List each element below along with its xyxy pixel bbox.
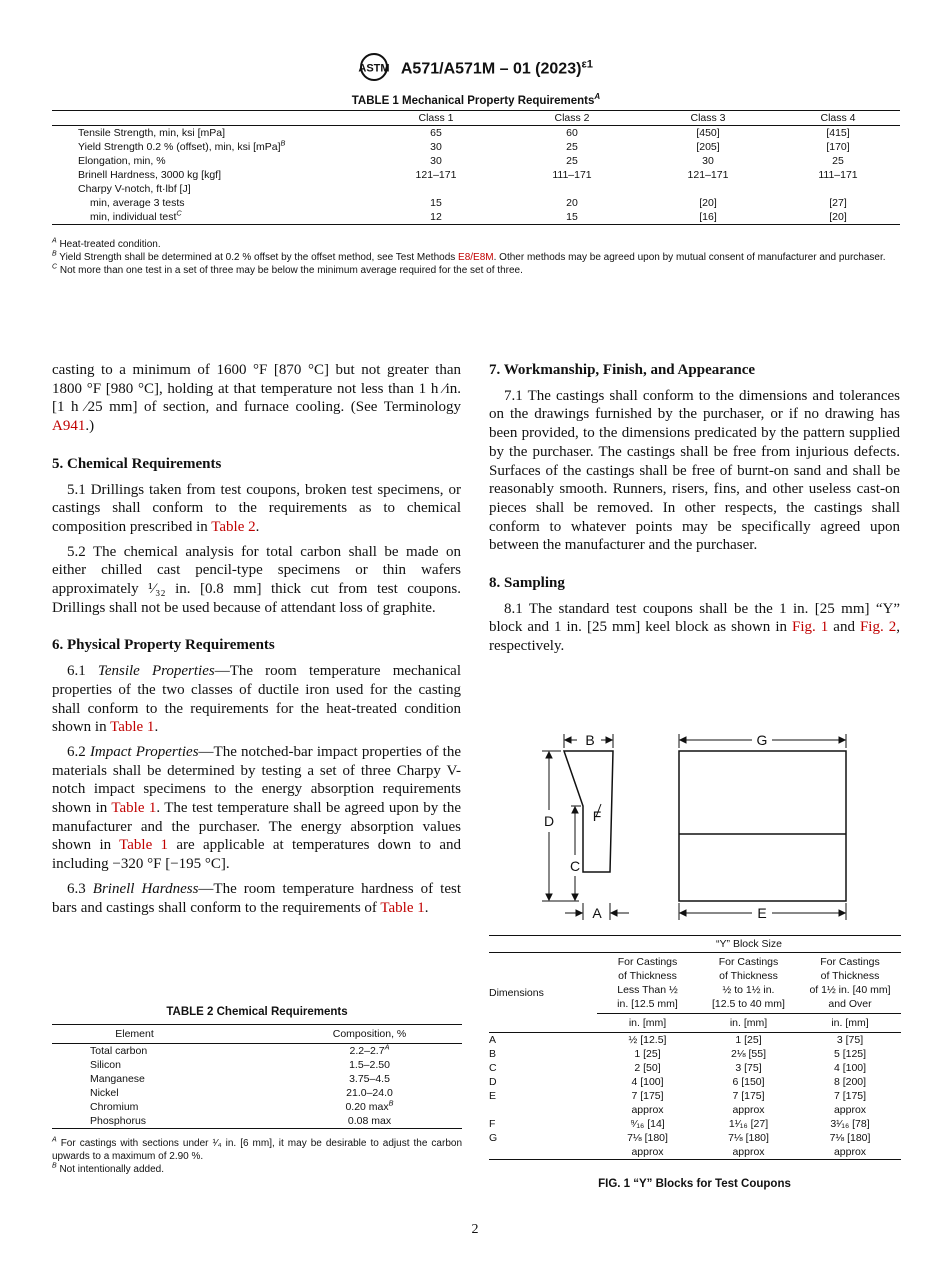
paragraph-6-2: 6.2 Impact Properties—The notched-bar impact properties of the materials shall be determined by testing a set of three Charpy V-notch impact specimens to the energy absorption requirements shown in Table 1. The test temperature shall be agreed upon by the manufacturer and the purchaser. The energy absorption values shown in Table 1 are applicable at temperatures down to and including −320 °F [−195 °C].: [52, 743, 462, 873]
y-block-row: [489, 1145, 901, 1160]
table2-row: [52, 1100, 462, 1114]
paragraph-5-2: 5.2 The chemical analysis for total carbon shall be made on either chilled cast pencil-type specimens or thin wafers approximately ¹⁄₃₂ in. [0.8 mm] thick cut from test coupons. Drillings shall not be used because of attendant loss of graphite.: [52, 543, 461, 616]
table1-cell: [205]: [696, 141, 720, 153]
table1-row: [52, 210, 900, 225]
designation-superscript: ε1: [581, 58, 593, 71]
y-block-cell: 3 [75]: [735, 1062, 762, 1074]
table2-col-composition: Composition, %: [217, 1025, 462, 1044]
table1-cell: [640, 182, 776, 196]
table1-cell: 25: [566, 155, 578, 167]
y-block-caption-row: [489, 936, 901, 953]
table2-element: Total carbon: [90, 1045, 148, 1057]
page-number: 2: [471, 1222, 479, 1237]
table1-footnote-c: $^C$ Not more than one test in a set of three may be below the minimum average required for the set of three.: [52, 263, 523, 276]
table1-footnotes: [52, 238, 900, 277]
y-block-cell: 3¹⁄₁₆ [78]: [830, 1118, 870, 1130]
y-block-row: [489, 1117, 901, 1131]
dim-label-f: F: [592, 808, 602, 824]
y-block-cell: 2⅛ [55]: [730, 1048, 767, 1060]
table2-row: [52, 1114, 462, 1129]
paragraph-6-1: 6.1 Tensile Properties—The room temperature mechanical properties of the two classes of ductile iron used for the casting shall conform to the requirements for the heat-treated condition shown in Table 1.: [52, 663, 461, 736]
paragraph-annealing-continued: casting to a minimum of 1600 °F [870 °C] but not greater than 1800 °F [980 °C], holding at that temperature not less than 1 h ⁄in. [1 h ⁄25 mm] of section, and furnace cooling. (See Terminology A941.): [52, 362, 461, 435]
section-7-heading: 7. Workmanship, Finish, and Appearance: [489, 362, 756, 378]
table1-cell: 60: [566, 127, 578, 139]
table1-cell: [415]: [826, 127, 850, 139]
table2-composition: 0.08 max: [217, 1114, 462, 1129]
y-block-cell: approx: [698, 1145, 799, 1160]
table2-composition: $2.2-2.7^A$: [349, 1042, 390, 1057]
y-block-dimension: D: [489, 1076, 497, 1088]
y-block-cell: 7 [175]: [732, 1090, 765, 1102]
link-fig1[interactable]: Fig. 1: [792, 619, 829, 636]
table1-cell: 20: [566, 197, 578, 209]
y-block-cell: approx: [631, 1104, 664, 1116]
document-designation: A571/A571M – 01 (2023): [400, 60, 582, 78]
table1-col-class3: Class 3: [640, 111, 776, 126]
table2-footnote-b: $^B$ Not intentionally added.: [52, 1162, 164, 1175]
table1-cell: 30: [430, 141, 442, 153]
unit-label: in. [mm]: [698, 1014, 799, 1033]
y-block-cell: ⁹⁄₁₆ [14]: [630, 1118, 665, 1130]
table1-footnote-b: $^B$ Yield Strength shall be determined at 0.2 % offset by the offset method, see Test Methods E8/E8M. Other methods may be agreed upon by mutual consent of manufacturer and purchaser.: [52, 250, 886, 263]
col-header-thin: For Castings of Thickness Less Than ½ in. [12.5 mm]: [617, 956, 678, 1010]
y-block-dimension: G: [489, 1132, 498, 1144]
y-block-cell: 6 [150]: [732, 1076, 765, 1088]
y-block-cell: 1¹⁄₁₆ [27]: [728, 1118, 769, 1130]
y-block-size-caption: “Y” Block Size: [597, 936, 901, 953]
table1-row-label: min, individual test$^C$: [52, 210, 368, 225]
y-block-cell: approx: [799, 1145, 901, 1160]
table2-col-element: Element: [52, 1025, 217, 1044]
table1-cell: 30: [430, 155, 442, 167]
y-block-cell: 2 [50]: [634, 1062, 661, 1074]
table2-element: Chromium: [90, 1101, 139, 1113]
y-block-cell: 4 [100]: [631, 1076, 664, 1088]
table2-element: Manganese: [90, 1073, 145, 1085]
table1-cell: [27]: [829, 197, 847, 209]
y-block-cell: 7⅛ [180]: [829, 1132, 871, 1144]
table1-cell: 30: [702, 155, 714, 167]
dim-label-e: E: [757, 905, 767, 921]
table1-cell: 121–171: [415, 169, 457, 181]
dim-label-c: C: [569, 858, 581, 874]
table1-cell: [170]: [826, 141, 850, 153]
paragraph-5-1: 5.1 Drillings taken from test coupons, broken test specimens, or castings shall conform to the requirements as to chemical composition prescribed in Table 2.: [52, 481, 461, 535]
y-block-dimension: E: [489, 1090, 497, 1102]
table2-title: TABLE 2 Chemical Requirements: [166, 1006, 348, 1018]
y-block-dimension: [489, 1103, 597, 1117]
left-column: [52, 361, 461, 917]
table1-row-label: Tensile Strength, min, ksi [mPa]: [78, 127, 226, 139]
table2-footnotes: [52, 1137, 462, 1176]
dimensions-header: Dimensions: [489, 953, 597, 1033]
link-a941[interactable]: A941: [52, 418, 86, 435]
table1-row: [52, 140, 900, 154]
y-block-cell: 8 [200]: [833, 1076, 867, 1088]
table1-col-class4: Class 4: [776, 111, 900, 126]
section-6-heading: 6. Physical Property Requirements: [52, 637, 275, 654]
y-block-cell: 7⅛ [180]: [627, 1132, 668, 1144]
y-block-size-table: [489, 935, 901, 1160]
y-block-row: [489, 1061, 901, 1075]
y-block-cell: 1 [25]: [735, 1034, 762, 1046]
table1-cell: [20]: [776, 210, 900, 225]
y-block-row: [489, 1075, 901, 1089]
table2-composition: 3.75–4.5: [349, 1073, 390, 1085]
y-block-dimension: C: [489, 1062, 497, 1074]
y-block-dimension: B: [489, 1048, 497, 1060]
table1-col-class2: Class 2: [504, 111, 640, 126]
document-header: [0, 52, 950, 87]
y-block-header-row: [489, 953, 901, 1014]
table1: [52, 110, 900, 225]
table1-cell: 25: [832, 155, 844, 167]
y-block-cell: 7⅛ [180]: [728, 1132, 769, 1144]
link-table2[interactable]: Table 2: [211, 518, 256, 535]
table1-row-label: Charpy V-notch, ft·lbf [J]: [78, 183, 191, 195]
y-block-row: [489, 1131, 901, 1145]
paragraph-8-1: 8.1 The standard test coupons shall be the 1 in. [25 mm] “Y” block and 1 in. [25 mm] keel block as shown in Fig. 1 and Fig. 2, respectively.: [489, 600, 900, 655]
y-block-row: [489, 1089, 901, 1103]
link-table1[interactable]: Table 1: [380, 899, 425, 916]
table2-footnote-a: $^A$ For castings with sections under ¹⁄₄ in. [6 mm], it may be desirable to adjust the carbon upwards to a maximum of 2.90 %.: [52, 1136, 463, 1162]
table2-row: [52, 1086, 462, 1100]
table2-composition: 1.5–2.50: [349, 1059, 390, 1071]
unit-label: in. [mm]: [597, 1014, 698, 1033]
table1-row-label: Elongation, min, %: [78, 155, 166, 167]
link-table1[interactable]: Table 1: [110, 719, 155, 736]
table1-row: [52, 168, 900, 182]
table1-col-class1: Class 1: [368, 111, 504, 126]
table2-row: [52, 1044, 462, 1059]
dim-label-g: G: [756, 732, 768, 748]
table1-row-label: min, average 3 tests: [90, 197, 185, 209]
y-block-cell: ½ [12.5]: [628, 1034, 667, 1046]
y-block-cell: 7 [175]: [631, 1090, 664, 1102]
table1-row-label: Brinell Hardness, 3000 kg [kgf]: [78, 169, 221, 181]
link-table1[interactable]: Table 1: [119, 837, 169, 854]
table2-row: [52, 1058, 462, 1072]
dim-label-d: D: [543, 813, 555, 829]
col-header-medium: For Castings of Thickness ½ to 1½ in. [12.5 to 40 mm]: [712, 956, 785, 1010]
table1-row: [52, 182, 900, 196]
y-block-cell: 3 [75]: [836, 1034, 864, 1046]
section-8-heading: 8. Sampling: [489, 575, 565, 592]
table1-cell: [368, 182, 504, 196]
table1-cell: 111–171: [818, 169, 858, 181]
table1-cell: 15: [430, 197, 442, 209]
paragraph-6-3: 6.3 Brinell Hardness—The room temperature hardness of test bars and castings shall conform to the requirements of Table 1.: [52, 880, 461, 916]
figure1-caption: FIG. 1 “Y” Blocks for Test Coupons: [598, 1178, 791, 1190]
table1-cell: [776, 182, 900, 196]
table1-title: TABLE 1 Mechanical Property Requirements$^A$: [351, 92, 601, 107]
figure1-drawing: [489, 722, 900, 927]
link-table1[interactable]: Table 1: [111, 800, 157, 817]
table1-header-row: [52, 111, 900, 126]
y-block-dimension: F: [489, 1118, 496, 1130]
table2-row: [52, 1072, 462, 1086]
section-5-heading: 5. Chemical Requirements: [52, 455, 222, 472]
table2-element: Phosphorus: [52, 1114, 217, 1129]
table1-cell: 15: [504, 210, 640, 225]
y-block-row: [489, 1033, 901, 1048]
link-e8-e8m[interactable]: E8/E8M: [458, 252, 494, 263]
y-block-row: [489, 1047, 901, 1061]
table1-cell: 65: [430, 127, 442, 139]
y-block-cell: approx: [597, 1145, 698, 1160]
y-block-cell: 4 [100]: [833, 1062, 867, 1074]
y-block-cell: approx: [833, 1104, 867, 1116]
y-block-outline: [564, 751, 613, 872]
dim-label-b: B: [585, 732, 595, 748]
table1-cell: [20]: [699, 197, 717, 209]
col-header-thick: For Castings of Thickness of 1½ in. [40 mm] and Over: [809, 956, 891, 1010]
table1-cell: [504, 182, 640, 196]
table1-cell: 25: [566, 141, 578, 153]
y-block-cell: 1 [25]: [634, 1048, 661, 1060]
svg-text:ASTM: ASTM: [358, 62, 390, 75]
y-block-cell: 5 [125]: [833, 1048, 867, 1060]
table2: [52, 1024, 462, 1129]
table2-header-row: [52, 1025, 462, 1044]
table1-footnote-a: $^A$ Heat-treated condition.: [52, 237, 161, 250]
right-column: [489, 361, 900, 656]
table2-composition: 21.0–24.0: [346, 1087, 393, 1099]
astm-logo-icon: [357, 52, 391, 87]
y-block-cell: approx: [732, 1104, 765, 1116]
table1-row: [52, 126, 900, 141]
table1-cell: [450]: [696, 127, 720, 139]
keel-block-outline: [679, 751, 846, 901]
table1-cell: [16]: [640, 210, 776, 225]
unit-label: in. [mm]: [799, 1014, 901, 1033]
link-fig2[interactable]: Fig. 2: [859, 619, 897, 636]
dim-label-a: A: [592, 905, 602, 921]
paragraph-7-1: 7.1 The castings shall conform to the dimensions and tolerances on the drawings furnished by the purchaser, or if no drawing has been provided, to the dimensions predicated by the pattern supplied by the purchaser. The castings shall be free from injurious defects. Surfaces of the castings shall be free of burnt-on sand and shall be reasonably smooth. Runners, risers, fins, and other useless cast-on pieces shall be removed. In other respects, the castings shall conform to whatever points may be specifically agreed upon between the manufacturer and the purchaser.: [489, 387, 900, 554]
table1-cell: 121–171: [687, 169, 729, 181]
y-block-dimension: [489, 1145, 597, 1160]
y-block-row: [489, 1103, 901, 1117]
table2-element: Silicon: [90, 1059, 121, 1071]
table1-cell: 111–171: [552, 169, 592, 181]
table2-composition: 0.20 $\max^B$: [345, 1098, 394, 1113]
table1-row: [52, 154, 900, 168]
table2-element: Nickel: [90, 1087, 119, 1099]
table1-cell: 12: [368, 210, 504, 225]
y-block-dimension: A: [489, 1034, 497, 1046]
y-block-cell: 7 [175]: [833, 1090, 867, 1102]
table1-row-label: Yield Strength 0.2 % (offset), min, ksi [mPa]$^B$: [78, 138, 286, 153]
